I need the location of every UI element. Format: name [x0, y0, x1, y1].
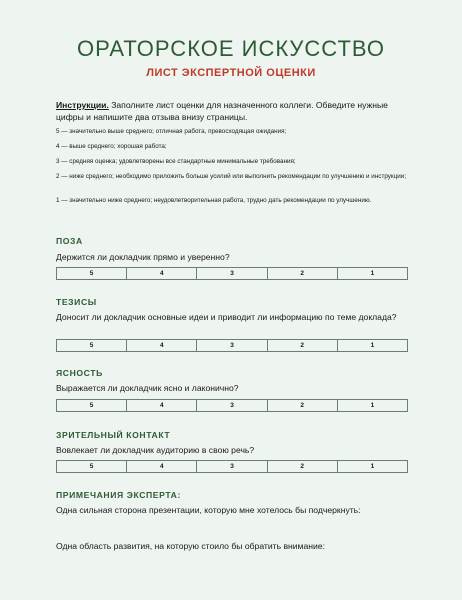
- scale-item-1: 1 — значительно ниже среднего; неудовлетворительная работа, трудно дать рекомендации по улучшению.: [56, 197, 372, 204]
- rating-cell-5[interactable]: 5: [57, 340, 127, 351]
- rating-cell-2[interactable]: 2: [268, 340, 338, 351]
- notes-heading: ПРИМЕЧАНИЯ ЭКСПЕРТА:: [56, 490, 181, 500]
- notes-growth-prompt: Одна область развития, на которую стоило бы обратить внимание:: [56, 541, 325, 551]
- rating-cell-4[interactable]: 4: [127, 400, 197, 411]
- rating-row: [56, 460, 408, 473]
- rating-cell-4[interactable]: 4: [127, 461, 197, 472]
- instructions-text: Заполните лист оценки для назначенного коллеги. Обведите нужные цифры и напишите два отзыва внизу страницы.: [56, 100, 388, 122]
- section-heading: ПОЗА: [56, 236, 83, 246]
- rating-cell-3[interactable]: 3: [197, 400, 267, 411]
- rating-row: [56, 399, 408, 412]
- rating-cell-2[interactable]: 2: [268, 400, 338, 411]
- scale-item-2: 2 — ниже среднего; необходимо приложить больше усилий или выполнить рекомендации по улучшению и инструкции;: [56, 173, 407, 180]
- section-heading: ЗРИТЕЛЬНЫЙ КОНТАКТ: [56, 430, 171, 440]
- rating-cell-4[interactable]: 4: [127, 340, 197, 351]
- rating-cell-5[interactable]: 5: [57, 400, 127, 411]
- section-question: Доносит ли докладчик основные идеи и приводит ли информацию по теме доклада?: [56, 312, 397, 322]
- rating-row: [56, 267, 408, 280]
- rating-cell-3[interactable]: 3: [197, 461, 267, 472]
- rating-cell-1[interactable]: 1: [370, 402, 375, 409]
- scale-item-5: 5 — значительно выше среднего; отличная работа, превосходящая ожидания;: [56, 128, 287, 135]
- rating-cell-5[interactable]: 5: [57, 461, 127, 472]
- instructions: [56, 99, 408, 123]
- rating-cell-3[interactable]: 3: [197, 340, 267, 351]
- section-heading: ТЕЗИСЫ: [56, 297, 97, 307]
- scale-item-3: 3 — средняя оценка; удовлетворены все стандартные минимальные требования;: [56, 158, 296, 165]
- rating-cell-3[interactable]: 3: [197, 268, 267, 279]
- scale-item-4: 4 — выше среднего; хорошая работа;: [56, 143, 167, 150]
- rating-cell-1[interactable]: 1: [370, 270, 375, 277]
- page-title: ОРАТОРСКОЕ ИСКУССТВО: [77, 36, 385, 61]
- rating-cell-1[interactable]: 1: [370, 463, 375, 470]
- section-question: Выражается ли докладчик ясно и лаконично?: [56, 383, 239, 393]
- rating-cell-1[interactable]: 1: [370, 342, 375, 349]
- section-question: Вовлекает ли докладчик аудиторию в свою речь?: [56, 445, 255, 455]
- rating-cell-4[interactable]: 4: [127, 268, 197, 279]
- notes-strength-prompt: Одна сильная сторона презентации, которую мне хотелось бы подчеркнуть:: [56, 505, 361, 515]
- instructions-label: Инструкции.: [56, 100, 109, 110]
- rating-cell-2[interactable]: 2: [268, 461, 338, 472]
- section-question: Держится ли докладчик прямо и уверенно?: [56, 252, 230, 262]
- rating-row: [56, 339, 408, 352]
- rating-cell-2[interactable]: 2: [268, 268, 338, 279]
- section-heading: ЯСНОСТЬ: [56, 368, 103, 378]
- page-subtitle: ЛИСТ ЭКСПЕРТНОЙ ОЦЕНКИ: [146, 67, 316, 79]
- rating-cell-5[interactable]: 5: [57, 268, 127, 279]
